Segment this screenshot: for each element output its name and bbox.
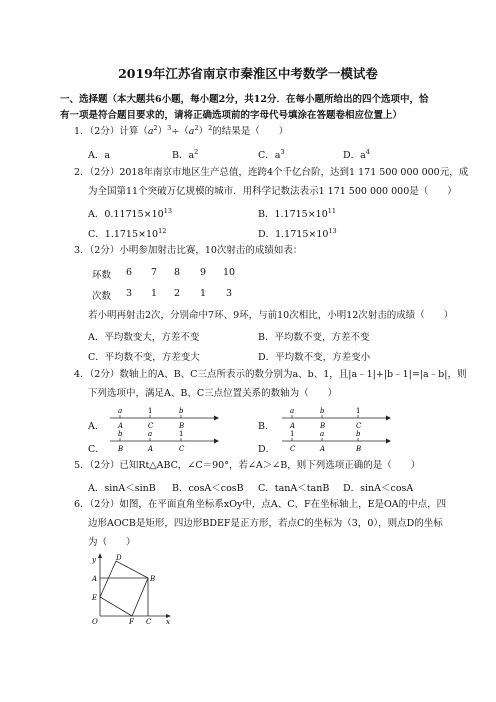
q1-option-b[interactable]: B．$a^2$ [172, 148, 199, 161]
question-6-line1: 6．（2分）如图，在平面直角坐标系xOy中，点A、C、F在坐标轴上，E是OA的中点，四 [74, 499, 447, 510]
point-label-b: B [118, 445, 124, 453]
q3-option-d[interactable]: D．平均数不变，方差变小 [258, 352, 371, 363]
q5-option-c[interactable]: C．tanA＜tanB [258, 483, 330, 494]
q3-option-c[interactable]: C．平均数不变，方差变大 [88, 352, 200, 363]
point-label-c: C [179, 445, 185, 453]
number-line-c [110, 429, 220, 455]
point-label-a: A [148, 445, 154, 453]
axis-label-b: b [320, 407, 325, 415]
q1-option-a[interactable]: A．a [88, 150, 111, 161]
axis-label-a: a [148, 430, 153, 438]
section-heading-line2: 有一项是符合题目要求的，请将正确选项前的字母代号填涂在答题卷相应位置上） [60, 110, 403, 121]
q5-option-b[interactable]: B．cosA＜cosB [172, 483, 244, 494]
q5-option-a[interactable]: A．sinA＜sinB [88, 483, 156, 494]
point-e-label: E [92, 594, 98, 602]
q4-option-c[interactable]: C． [88, 444, 105, 455]
question-2-line2: 为全国第11个突破万亿规模的城市．用科学记数法表示1 171 500 000 000是（ ） [88, 186, 457, 197]
x-axis-label: x [166, 618, 170, 624]
q1-option-d[interactable]: D．$a^4$ [343, 148, 370, 161]
q2-option-a[interactable]: A．$0.11715\times 10^{13}$ [88, 207, 172, 220]
q5-option-d[interactable]: D．sinA＜cosA [343, 483, 414, 494]
point-d-label: D [116, 554, 122, 562]
axis-label-one: 1 [356, 407, 361, 415]
question-3-line1: 3．（2分）小明参加射击比赛，10次射击的成绩如表： [74, 245, 303, 256]
axis-label-a: a [118, 407, 123, 415]
point-label-b: B [320, 422, 326, 430]
point-f-label: F [129, 618, 134, 624]
point-label-a: A [320, 445, 326, 453]
q2-option-b[interactable]: B．$1.1715\times 10^{11}$ [258, 207, 337, 220]
point-o-label: O [92, 618, 98, 624]
axis-label-b: b [179, 407, 184, 415]
axis-label-one: 1 [148, 407, 153, 415]
axis-label-a: a [320, 430, 325, 438]
point-label-b: B [179, 422, 185, 430]
q3-option-a[interactable]: A．平均数变大，方差不变 [88, 332, 200, 343]
axis-label-a: a [290, 407, 295, 415]
question-5-stem: 5．（2分）已知Rt△ABC，∠C＝90°，若∠A＞∠B，则下列选项正确的是（ ） [74, 460, 421, 471]
question-1-stem: 1．（2分）计算$(a^2)^3\div(a^2)^2$的结果是（ ） [74, 124, 289, 137]
axis-label-b: b [356, 430, 361, 438]
point-a-label: A [92, 575, 98, 583]
axis-label-b: b [118, 430, 123, 438]
q4-option-a[interactable]: A． [88, 421, 105, 432]
page-title: 2019年江苏省南京市秦淮区中考数学一模试卷 [118, 66, 378, 81]
q2-option-d[interactable]: D．$1.1715\times 10^{13}$ [258, 227, 337, 240]
point-label-c: C [290, 445, 296, 453]
point-label-c: C [148, 422, 154, 430]
point-label-a: A [118, 422, 124, 430]
axis-label-one: 1 [179, 430, 184, 438]
q1-option-c[interactable]: C．$a^3$ [258, 148, 285, 161]
question-6-line3: 为（ ） [88, 537, 136, 548]
number-line-d [282, 429, 392, 455]
axis-label-one: 1 [290, 430, 295, 438]
q4-option-b[interactable]: B． [258, 421, 275, 432]
question-4-line1: 4．（2分）数轴上的A、B、C三点所表示的数分别为a、b、1，且|a﹣1|+|b﹣1|=|a﹣b|，则 [74, 369, 467, 380]
y-axis-label: y [92, 556, 96, 564]
point-label-a: A [290, 422, 296, 430]
point-c-label: C [146, 618, 152, 624]
question-4-line2: 下列选项中，满足A、B、C三点位置关系的数轴为（ ） [88, 388, 338, 399]
coordinate-figure [86, 552, 176, 624]
point-b-label: B [150, 575, 156, 583]
question-2-line1: 2．（2分）2018年南京市地区生产总值，连跨4个千亿台阶，达到1 171 500 000 000元，成 [74, 167, 469, 178]
question-3-line2: 若小明再射击2次，分别命中7环、9环，与前10次相比，小明12次射击的成绩（ ） [88, 310, 454, 321]
point-label-b: B [356, 445, 362, 453]
q3-option-b[interactable]: B．平均数不变，方差不变 [258, 332, 370, 343]
q2-option-c[interactable]: C．$1.1715\times 10^{12}$ [88, 227, 167, 240]
question-6-line2: 边形AOCB是矩形，四边形BDEF是正方形，若点C的坐标为（3，0），则点D的坐标 [88, 518, 443, 529]
q4-option-d[interactable]: D． [258, 444, 276, 455]
point-label-c: C [356, 422, 362, 430]
section-heading-line1: 一、选择题（本大题共6小题，每小题2分，共12分．在每小题所给出的四个选项中，恰 [60, 94, 429, 105]
